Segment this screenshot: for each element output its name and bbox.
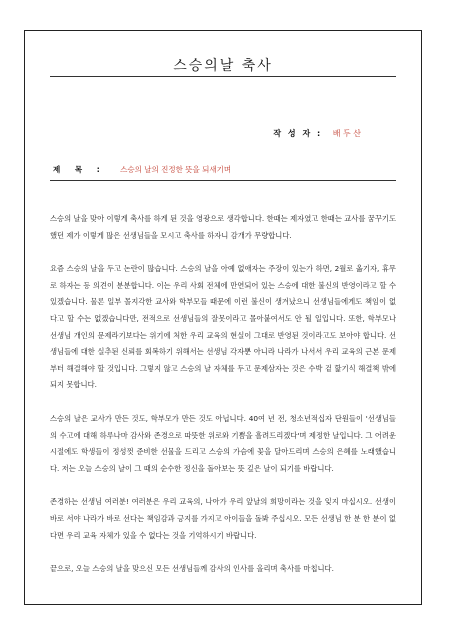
paragraph: 스승의 날은 교사가 만든 것도, 학부모가 만든 것도 아닙니다. 40여 년 전, 청소년적십자 단원들이 '선생님들의 수고에 대해 하루나마 감사와 존경으로 따뜻한 위로와 기쁨을 흘려드리겠다'며 제정한 날입니다. 그 어려운 시절에도 학생들이 정성껏 준비한 선물을 드리고 스승의 가슴에 꽃을 달아드리며 스승의 은혜를 노래했습니다. 저는 오늘 스승의 날이 그 때의 순수한 정신을 돌아보는 뜻 깊은 날이 되기를 바랍니다. xyxy=(50,413,396,473)
author-label: 작 성 자 : xyxy=(273,129,323,138)
subject-text: 스승의 날의 진정한 뜻을 되새기며 xyxy=(120,165,232,174)
paragraph: 요즘 스승의 날을 두고 논란이 많습니다. 스승의 날을 아예 없애자는 주장이 있는가 하면, 2월로 옮기자, 휴무로 하자는 등 의견이 분분합니다. 이는 우리 사회 전체에 만연되어 있는 스승에 대한 불신의 반영이라고 할 수 있겠습니다. 물론 일부 몰지각한 교사와 학부모들 때문에 이런 불신이 생겨났으니 선생님들에게도 책임이 없다고 할 수는 없겠습니다만, 전적으로 선생님들의 잘못이라고 몰아붙여서도 안 될 일입니다. 또한, 학부모나 선생님 개인의 문제라기보다는 위기에 처한 우리 교육의 현실이 그대로 반영된 것이라고도 보아야 합니다. 선생님들에 대한 실추된 신뢰를 회복하기 위해서는 선생님 각자뿐 아니라 나라가 나서서 우리 교육의 근본 문제부터 해결해야 할 것입니다. 그렇지 않고 스승의 날 자체를 두고 문제삼자는 것은 수박 겉 핥기식 해결책 밖에 되지 못합니다. xyxy=(50,264,396,390)
paragraph: 스승의 날을 맞아 이렇게 축사를 하게 된 것을 영광으로 생각합니다. 한때는 제자였고 한때는 교사를 꿈꾸기도 했던 제가 이렇게 많은 선생님들을 모시고 축사를 하자니 감개가 무량합니다. xyxy=(50,214,396,240)
subject-line xyxy=(53,164,231,175)
subject-divider xyxy=(50,180,396,181)
paragraph: 끝으로, 오늘 스승의 날을 맞으신 모든 선생님들께 감사의 인사를 올리며 축사를 마칩니다. xyxy=(50,564,334,574)
body-text xyxy=(50,211,396,595)
author-name: 배 두 산 xyxy=(332,129,361,138)
title-divider xyxy=(50,76,396,77)
document-page xyxy=(24,30,422,605)
author-line xyxy=(273,128,361,139)
subject-label: 제 목 : xyxy=(53,165,106,174)
paragraph: 존경하는 선생님 여러분! 여러분은 우리 교육의, 나아가 우리 앞날의 희망이라는 것을 잊지 마십시오. 선생이 바로 서야 나라가 바로 선다는 책임감과 긍지를 가지고 아이들을 돌봐 주십시오. 모든 선생님 한 분 한 분이 없다면 우리 교육 자체가 있을 수 없다는 것을 기억하시기 바랍니다. xyxy=(50,497,396,540)
document-title: 스승의날 축사 xyxy=(173,58,273,74)
